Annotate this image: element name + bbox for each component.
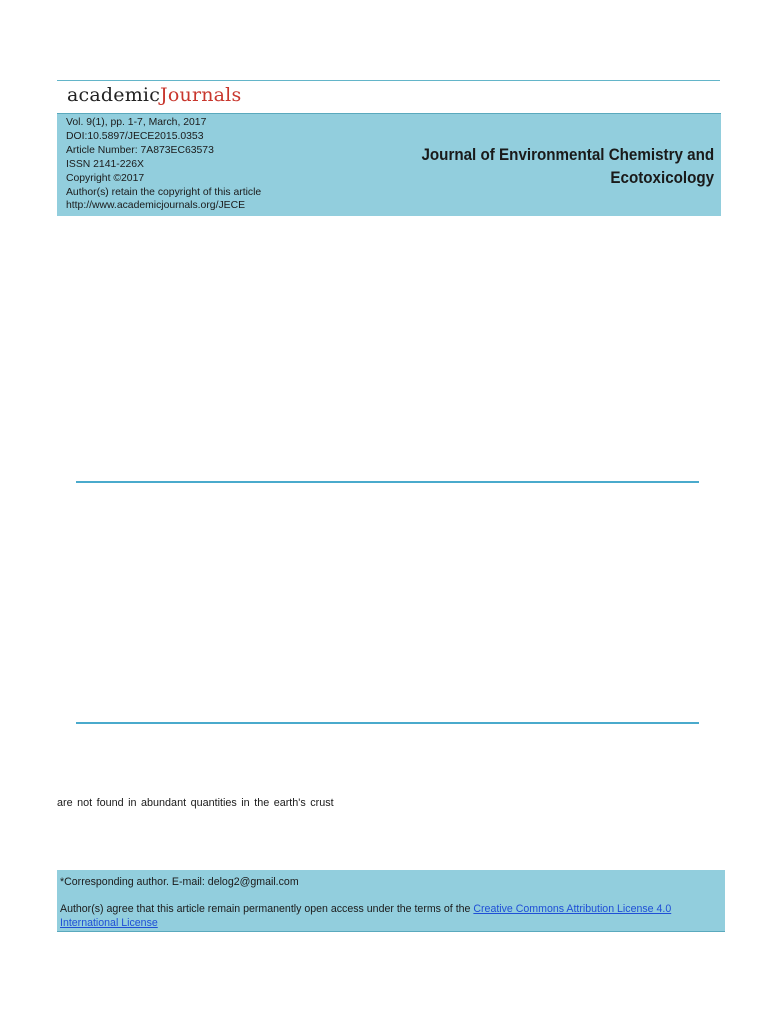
section-rule-bottom (76, 722, 699, 724)
journal-title-line2: Ecotoxicology (610, 169, 714, 187)
meta-copyright: Copyright ©2017 (66, 172, 145, 184)
body-text-fragment: are not found in abundant quantities in the earth's crust (57, 797, 334, 809)
publisher-logo (67, 84, 241, 106)
meta-article-number: Article Number: 7A873EC63573 (66, 144, 214, 156)
meta-volume: Vol. 9(1), pp. 1-7, March, 2017 (66, 117, 207, 128)
header-top-rule (57, 80, 720, 81)
meta-issn: ISSN 2141-226X (66, 158, 144, 170)
corresponding-author: *Corresponding author. E-mail: delog2@gmail.com (60, 876, 299, 888)
article-meta (66, 116, 261, 213)
logo-text-academic: academic (67, 84, 161, 106)
footnote-box (57, 870, 725, 932)
section-rule-top (76, 481, 699, 483)
journal-title (421, 144, 714, 190)
logo-text-journals: Journals (160, 84, 242, 106)
article-info-box (57, 113, 721, 216)
meta-doi: DOI:10.5897/JECE2015.0353 (66, 130, 204, 142)
meta-url[interactable]: http://www.academicjournals.org/JECE (66, 200, 246, 212)
license-link[interactable]: Creative Commons Attribution License 4.0 International License (60, 903, 672, 929)
journal-title-line1: Journal of Environmental Chemistry and (421, 146, 714, 164)
license-text: Author(s) agree that this article remain permanently open access under the terms of the (60, 903, 474, 915)
meta-rights: Author(s) retain the copyright of this article (66, 186, 262, 198)
license-statement (60, 903, 720, 930)
